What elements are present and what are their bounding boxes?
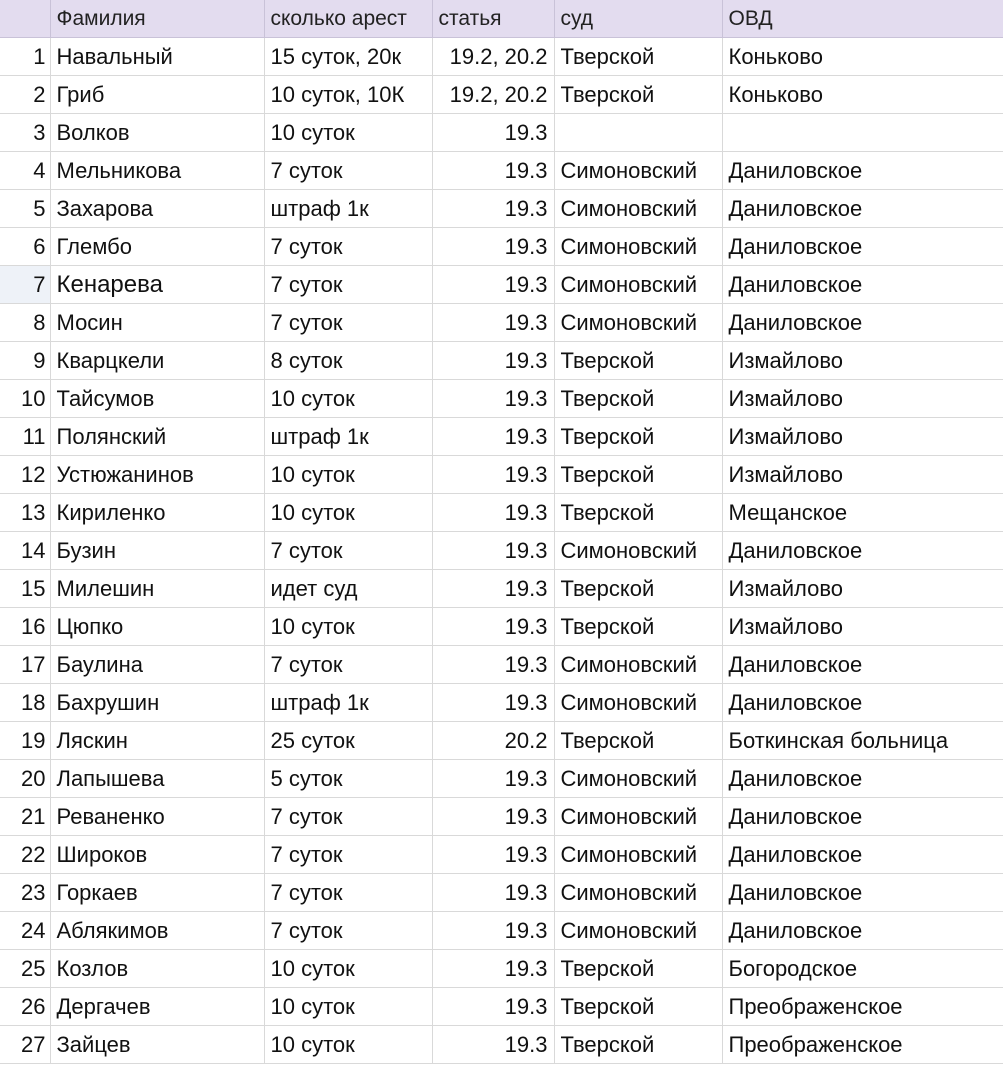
row-number[interactable]: 9 [0, 342, 50, 380]
cell-surname[interactable]: Зайцев [50, 1026, 264, 1064]
cell-article[interactable]: 19.3 [432, 836, 554, 874]
table-body [0, 38, 1003, 1064]
cell-court[interactable]: Симоновский [554, 228, 722, 266]
cell-surname[interactable]: Бузин [50, 532, 264, 570]
cell-ovd[interactable]: Боткинская больница [722, 722, 1003, 760]
cell-surname[interactable]: Гриб [50, 76, 264, 114]
cell-ovd[interactable]: Преображенское [722, 1026, 1003, 1064]
row-number[interactable]: 11 [0, 418, 50, 456]
cell-ovd[interactable]: Измайлово [722, 608, 1003, 646]
cell-arrest[interactable]: 10 суток [264, 1026, 432, 1064]
row-number[interactable]: 10 [0, 380, 50, 418]
cell-ovd[interactable]: Даниловское [722, 266, 1003, 304]
cell-ovd[interactable]: Даниловское [722, 912, 1003, 950]
cell-surname[interactable]: Кириленко [50, 494, 264, 532]
cell-court[interactable]: Симоновский [554, 874, 722, 912]
table-row [0, 760, 1003, 798]
row-number[interactable]: 26 [0, 988, 50, 1026]
cell-surname[interactable]: Милешин [50, 570, 264, 608]
table-row [0, 646, 1003, 684]
cell-surname[interactable]: Глембо [50, 228, 264, 266]
table-row [0, 722, 1003, 760]
table-row [0, 570, 1003, 608]
cell-ovd[interactable]: Преображенское [722, 988, 1003, 1026]
cell-surname[interactable]: Ляскин [50, 722, 264, 760]
cell-ovd[interactable] [722, 114, 1003, 152]
row-number[interactable]: 14 [0, 532, 50, 570]
table-row [0, 456, 1003, 494]
table-row [0, 874, 1003, 912]
cell-arrest[interactable]: 7 суток [264, 874, 432, 912]
row-number[interactable]: 17 [0, 646, 50, 684]
header-court[interactable]: суд [554, 0, 722, 38]
cell-surname[interactable]: Устюжанинов [50, 456, 264, 494]
cell-arrest[interactable]: 7 суток [264, 646, 432, 684]
cell-court[interactable]: Тверской [554, 722, 722, 760]
cell-court[interactable]: Тверской [554, 988, 722, 1026]
cell-ovd[interactable]: Коньково [722, 38, 1003, 76]
cell-article[interactable]: 19.3 [432, 456, 554, 494]
cell-court[interactable]: Симоновский [554, 190, 722, 228]
cell-article[interactable]: 20.2 [432, 722, 554, 760]
cell-arrest[interactable]: 10 суток, 10К [264, 76, 432, 114]
cell-ovd[interactable]: Даниловское [722, 304, 1003, 342]
table-row [0, 988, 1003, 1026]
cell-article[interactable]: 19.3 [432, 342, 554, 380]
table-row [0, 304, 1003, 342]
cell-article[interactable]: 19.3 [432, 760, 554, 798]
table-row [0, 38, 1003, 76]
cell-ovd[interactable]: Даниловское [722, 798, 1003, 836]
cell-arrest[interactable]: 7 суток [264, 798, 432, 836]
row-number[interactable]: 12 [0, 456, 50, 494]
row-number[interactable]: 6 [0, 228, 50, 266]
row-number[interactable]: 24 [0, 912, 50, 950]
cell-surname[interactable]: Широков [50, 836, 264, 874]
cell-court[interactable]: Симоновский [554, 684, 722, 722]
table-row [0, 912, 1003, 950]
cell-article[interactable]: 19.3 [432, 608, 554, 646]
cell-ovd[interactable]: Даниловское [722, 874, 1003, 912]
table-row [0, 532, 1003, 570]
cell-court[interactable]: Симоновский [554, 646, 722, 684]
cell-surname[interactable]: Тайсумов [50, 380, 264, 418]
cell-ovd[interactable]: Даниловское [722, 684, 1003, 722]
cell-arrest[interactable]: 7 суток [264, 228, 432, 266]
cell-article[interactable]: 19.2, 20.2 [432, 76, 554, 114]
cell-court[interactable]: Тверской [554, 342, 722, 380]
cell-arrest[interactable]: 10 суток [264, 988, 432, 1026]
cell-arrest[interactable]: 10 суток [264, 494, 432, 532]
cell-court[interactable]: Симоновский [554, 152, 722, 190]
cell-arrest[interactable]: 10 суток [264, 608, 432, 646]
cell-article[interactable]: 19.3 [432, 570, 554, 608]
cell-court[interactable]: Тверской [554, 608, 722, 646]
cell-article[interactable]: 19.3 [432, 798, 554, 836]
cell-article[interactable]: 19.3 [432, 152, 554, 190]
cell-ovd[interactable]: Измайлово [722, 380, 1003, 418]
cell-court[interactable]: Симоновский [554, 532, 722, 570]
cell-article[interactable]: 19.3 [432, 418, 554, 456]
row-number[interactable]: 27 [0, 1026, 50, 1064]
cell-arrest[interactable]: 7 суток [264, 266, 432, 304]
cell-court[interactable]: Симоновский [554, 912, 722, 950]
table-row [0, 266, 1003, 304]
table-row [0, 342, 1003, 380]
cell-arrest[interactable]: штраф 1к [264, 684, 432, 722]
cell-article[interactable]: 19.3 [432, 494, 554, 532]
cell-ovd[interactable]: Даниловское [722, 228, 1003, 266]
cell-ovd[interactable]: Даниловское [722, 836, 1003, 874]
cell-ovd[interactable]: Даниловское [722, 646, 1003, 684]
cell-ovd[interactable]: Измайлово [722, 570, 1003, 608]
row-number[interactable]: 16 [0, 608, 50, 646]
cell-article[interactable]: 19.3 [432, 304, 554, 342]
cell-court[interactable]: Симоновский [554, 798, 722, 836]
cell-arrest[interactable]: 5 суток [264, 760, 432, 798]
cell-surname[interactable]: Захарова [50, 190, 264, 228]
row-number[interactable]: 21 [0, 798, 50, 836]
cell-ovd[interactable]: Коньково [722, 76, 1003, 114]
cell-arrest[interactable]: 10 суток [264, 380, 432, 418]
cell-arrest[interactable]: штраф 1к [264, 418, 432, 456]
cell-arrest[interactable]: штраф 1к [264, 190, 432, 228]
cell-arrest[interactable]: 25 суток [264, 722, 432, 760]
cell-ovd[interactable]: Мещанское [722, 494, 1003, 532]
cell-court[interactable]: Симоновский [554, 304, 722, 342]
cell-arrest[interactable]: 7 суток [264, 304, 432, 342]
cell-court[interactable]: Тверской [554, 570, 722, 608]
table-row [0, 798, 1003, 836]
row-number[interactable]: 1 [0, 38, 50, 76]
cell-article[interactable]: 19.3 [432, 1026, 554, 1064]
table-row [0, 608, 1003, 646]
cell-surname[interactable]: Кенарева [50, 266, 264, 304]
table-row [0, 418, 1003, 456]
cell-court[interactable]: Тверской [554, 76, 722, 114]
cell-article[interactable]: 19.3 [432, 646, 554, 684]
cell-court[interactable]: Симоновский [554, 836, 722, 874]
cell-surname[interactable]: Дергачев [50, 988, 264, 1026]
row-number[interactable]: 23 [0, 874, 50, 912]
row-number[interactable]: 7 [0, 266, 50, 304]
header-ovd[interactable]: ОВД [722, 0, 1003, 38]
cell-article[interactable]: 19.3 [432, 988, 554, 1026]
table-row [0, 836, 1003, 874]
header-row [0, 0, 1003, 38]
header-arrest[interactable]: сколько арест [264, 0, 432, 38]
row-number[interactable]: 5 [0, 190, 50, 228]
cell-ovd[interactable]: Измайлово [722, 342, 1003, 380]
header-article[interactable]: статья [432, 0, 554, 38]
cell-surname[interactable]: Козлов [50, 950, 264, 988]
cell-court[interactable]: Тверской [554, 418, 722, 456]
cell-surname[interactable]: Навальный [50, 38, 264, 76]
cell-surname[interactable]: Горкаев [50, 874, 264, 912]
row-number[interactable]: 15 [0, 570, 50, 608]
cell-arrest[interactable]: 10 суток [264, 114, 432, 152]
cell-article[interactable]: 19.3 [432, 380, 554, 418]
table-row [0, 380, 1003, 418]
cell-surname[interactable]: Волков [50, 114, 264, 152]
cell-court[interactable]: Симоновский [554, 266, 722, 304]
row-number[interactable]: 22 [0, 836, 50, 874]
cell-arrest[interactable]: 10 суток [264, 950, 432, 988]
row-number[interactable]: 19 [0, 722, 50, 760]
row-number[interactable]: 4 [0, 152, 50, 190]
cell-article[interactable]: 19.3 [432, 912, 554, 950]
cell-court[interactable]: Симоновский [554, 760, 722, 798]
cell-surname[interactable]: Лапышева [50, 760, 264, 798]
cell-article[interactable]: 19.3 [432, 950, 554, 988]
table-row [0, 684, 1003, 722]
cell-court[interactable]: Тверской [554, 38, 722, 76]
cell-court[interactable]: Тверской [554, 380, 722, 418]
cell-ovd[interactable]: Богородское [722, 950, 1003, 988]
cell-ovd[interactable]: Даниловское [722, 152, 1003, 190]
cell-ovd[interactable]: Даниловское [722, 190, 1003, 228]
cell-article[interactable]: 19.3 [432, 228, 554, 266]
cell-arrest[interactable]: 8 суток [264, 342, 432, 380]
cell-court[interactable]: Тверской [554, 1026, 722, 1064]
cell-surname[interactable]: Цюпко [50, 608, 264, 646]
header-surname[interactable]: Фамилия [50, 0, 264, 38]
cell-ovd[interactable]: Даниловское [722, 760, 1003, 798]
cell-article[interactable]: 19.2, 20.2 [432, 38, 554, 76]
cell-surname[interactable]: Кварцкели [50, 342, 264, 380]
cell-court[interactable]: Тверской [554, 456, 722, 494]
table-row [0, 190, 1003, 228]
table-row [0, 114, 1003, 152]
table-row [0, 1026, 1003, 1064]
table-row [0, 152, 1003, 190]
header-row-number[interactable] [0, 0, 50, 38]
row-number[interactable]: 13 [0, 494, 50, 532]
cell-surname[interactable]: Реваненко [50, 798, 264, 836]
row-number[interactable]: 2 [0, 76, 50, 114]
cell-surname[interactable]: Аблякимов [50, 912, 264, 950]
cell-arrest[interactable]: 7 суток [264, 912, 432, 950]
row-number[interactable]: 18 [0, 684, 50, 722]
cell-arrest[interactable]: идет суд [264, 570, 432, 608]
cell-arrest[interactable]: 10 суток [264, 456, 432, 494]
table-row [0, 228, 1003, 266]
row-number[interactable]: 8 [0, 304, 50, 342]
cell-court[interactable] [554, 114, 722, 152]
cell-ovd[interactable]: Измайлово [722, 456, 1003, 494]
cell-arrest[interactable]: 7 суток [264, 152, 432, 190]
row-number[interactable]: 20 [0, 760, 50, 798]
cell-ovd[interactable]: Измайлово [722, 418, 1003, 456]
row-number[interactable]: 3 [0, 114, 50, 152]
cell-article[interactable]: 19.3 [432, 190, 554, 228]
cell-arrest[interactable]: 15 суток, 20к [264, 38, 432, 76]
table-row [0, 76, 1003, 114]
cell-surname[interactable]: Полянский [50, 418, 264, 456]
cell-arrest[interactable]: 7 суток [264, 836, 432, 874]
cell-ovd[interactable]: Даниловское [722, 532, 1003, 570]
table-row [0, 950, 1003, 988]
cell-article[interactable]: 19.3 [432, 266, 554, 304]
cell-article[interactable]: 19.3 [432, 114, 554, 152]
cell-surname[interactable]: Баулина [50, 646, 264, 684]
cell-surname[interactable]: Мельникова [50, 152, 264, 190]
cell-surname[interactable]: Бахрушин [50, 684, 264, 722]
cell-surname[interactable]: Мосин [50, 304, 264, 342]
cell-court[interactable]: Тверской [554, 950, 722, 988]
row-number[interactable]: 25 [0, 950, 50, 988]
cell-arrest[interactable]: 7 суток [264, 532, 432, 570]
cell-article[interactable]: 19.3 [432, 532, 554, 570]
cell-article[interactable]: 19.3 [432, 684, 554, 722]
cell-article[interactable]: 19.3 [432, 874, 554, 912]
table-row [0, 494, 1003, 532]
cell-court[interactable]: Тверской [554, 494, 722, 532]
